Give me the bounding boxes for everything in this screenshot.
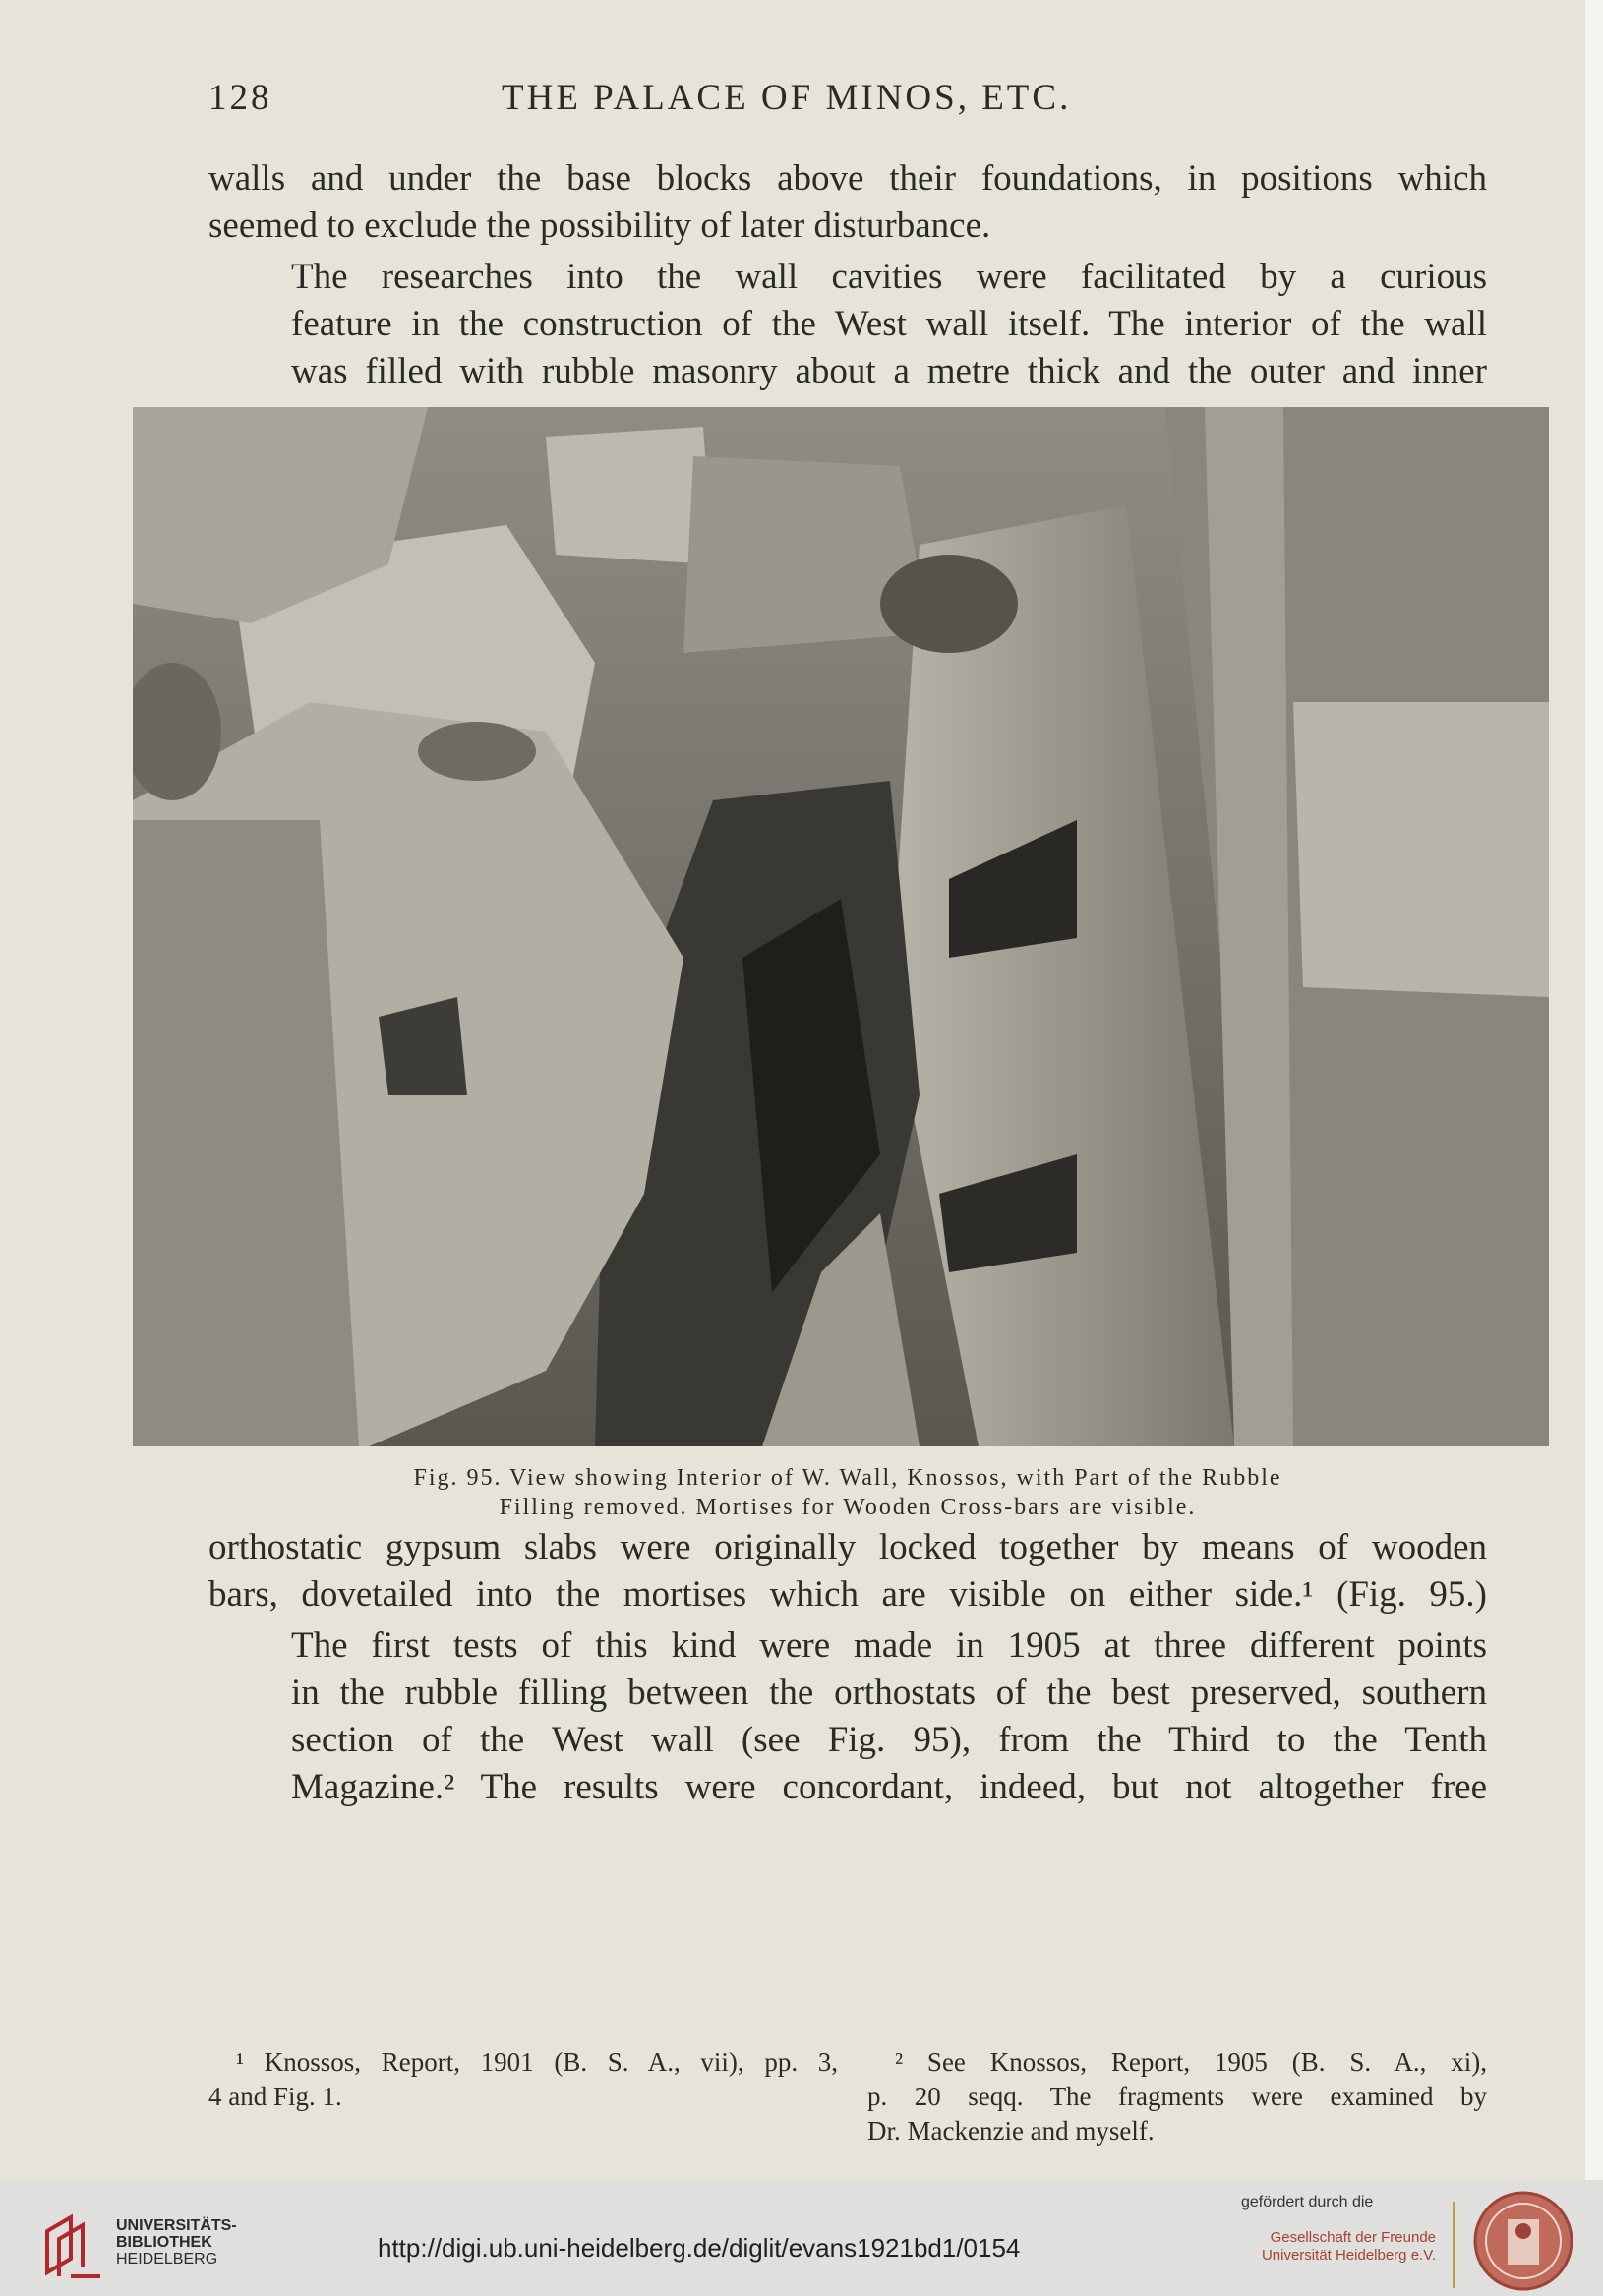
paragraph-3	[208, 1524, 1487, 1619]
paragraph-2	[208, 254, 1487, 395]
text-line: Magazine.² The results were concordant, indeed, but not altogether free	[291, 1767, 1487, 1807]
permalink-url[interactable]: http://digi.ub.uni-heidelberg.de/diglit/evans1921bd1/0154	[378, 2233, 1021, 2263]
library-line: BIBLIOTHEK	[116, 2234, 212, 2251]
text-line: walls and under the base blocks above their foundations, in positions which	[208, 158, 1487, 199]
digitization-footer	[0, 2180, 1603, 2296]
figure-caption	[208, 1463, 1487, 1522]
footnote-line: ¹ Knossos, Report, 1901 (B. S. A., vii), pp. 3,	[236, 2047, 838, 2077]
running-head	[208, 77, 1487, 136]
text-line: was filled with rubble masonry about a metre thick and the outer and inner	[291, 351, 1487, 391]
text-line: bars, dovetailed into the mortises which are visible on either side.¹ (Fig. 95.)	[208, 1574, 1487, 1615]
caption-line: Fig. 95. View showing Interior of W. Wall, Knossos, with Part of the Rubble	[413, 1465, 1282, 1491]
library-line: HEIDELBERG	[116, 2251, 218, 2267]
text-line: in the rubble filling between the orthostats of the best preserved, southern	[291, 1673, 1487, 1713]
library-line: UNIVERSITÄTS-	[116, 2217, 237, 2234]
sponsor-line: Universität Heidelberg e.V.	[1261, 2247, 1436, 2264]
paragraph-1	[208, 155, 1487, 250]
sponsor-label: gefördert durch die	[1241, 2194, 1374, 2210]
photo-illustration	[133, 407, 1549, 1446]
footnote-line: 4 and Fig. 1.	[208, 2082, 342, 2111]
text-line: section of the West wall (see Fig. 95), from the Third to the Tenth	[291, 1720, 1487, 1760]
text-line: The first tests of this kind were made in 1905 at three different points	[291, 1625, 1487, 1666]
footer-divider	[1453, 2202, 1455, 2288]
footnote-line: Dr. Mackenzie and myself.	[867, 2116, 1155, 2146]
caption-line: Filling removed. Mortises for Wooden Cross-bars are visible.	[499, 1495, 1197, 1520]
library-logo-icon	[41, 2211, 108, 2278]
sponsor-name	[1219, 2229, 1436, 2265]
library-name	[116, 2217, 237, 2267]
page-edge	[1585, 0, 1603, 2180]
text-line: seemed to exclude the possibility of later disturbance.	[208, 206, 991, 246]
text-line: The researches into the wall cavities were facilitated by a curious	[291, 257, 1487, 297]
footnote-line: p. 20 seqq. The fragments were examined by	[867, 2082, 1487, 2111]
running-title: THE PALACE OF MINOS, ETC.	[502, 78, 1072, 118]
university-seal-icon	[1472, 2190, 1574, 2292]
footnote-2	[867, 2045, 1487, 2149]
text-line: feature in the construction of the West wall itself. The interior of the wall	[291, 304, 1487, 344]
footnote-1	[208, 2045, 838, 2114]
sponsor-line: Gesellschaft der Freunde	[1270, 2229, 1436, 2246]
text-line: orthostatic gypsum slabs were originally locked together by means of wooden	[208, 1527, 1487, 1567]
page-number: 128	[208, 78, 272, 118]
paragraph-4	[208, 1622, 1487, 1811]
footnote-line: ² See Knossos, Report, 1905 (B. S. A., xi),	[895, 2047, 1487, 2077]
figure-95-photograph	[133, 407, 1549, 1446]
